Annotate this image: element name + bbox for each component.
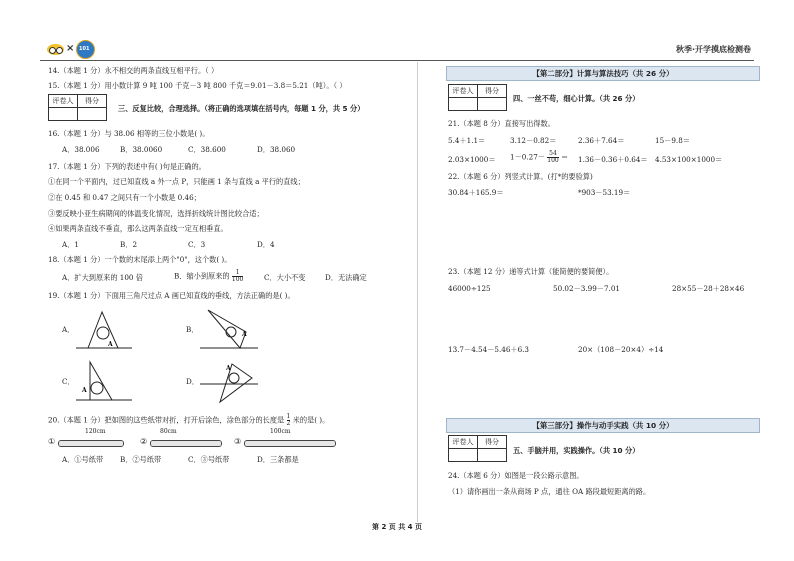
score-cell[interactable] — [478, 449, 507, 462]
svg-text:A: A — [242, 331, 247, 338]
score-header: 得分 — [78, 95, 107, 108]
calc-21-6: 1－0.27－ $\frac{54}{100}$ ＝ — [510, 150, 569, 164]
option-16-c: C．38.600 — [188, 145, 226, 154]
grader-cell[interactable] — [449, 98, 478, 111]
question-19: 19.（本题 1 分）下面用三角尺过点 A 画已知直线的垂线，方法正确的是( )。 — [48, 291, 295, 300]
calc-21-1: 5.4＋1.1＝ — [448, 136, 486, 145]
strip-2-length: 80cm — [160, 428, 177, 435]
strip-1-length: 120cm — [85, 428, 106, 435]
question-21: 21.（本题 8 分）直接写出得数。 — [448, 119, 555, 128]
option-17-a: A．1 — [62, 240, 79, 249]
calc-21-8: 4.53×100×1000＝ — [655, 155, 723, 164]
question-17: 17.（本题 1 分）下列的表述中有( )句是正确的。 — [48, 162, 206, 171]
diagram-19-d — [198, 356, 260, 404]
option-17-d: D．4 — [257, 240, 275, 249]
fraction-54-100: $\frac{54}{100}$ — [547, 150, 559, 164]
question-20-tail: 米的是( )。 — [292, 415, 330, 425]
paper-strip-1 — [58, 440, 124, 447]
question-22: 22.（本题 6 分）列竖式计算。(打*的要验算) — [448, 172, 593, 181]
part-2-banner: 【第二部分】计算与算法技巧（共 26 分） — [446, 66, 760, 81]
label-19-a: A． — [62, 325, 75, 334]
score-table — [48, 94, 107, 121]
fraction-1-2: $\frac{1}{2}$ — [286, 413, 291, 427]
section-3-title: 三、反复比较，合理选择。（将正确的选项填在括号内，每题 1 分，共 5 分） — [118, 104, 365, 113]
statement-3: ③要反映小亚生病期间的体温变化情况，选择折线统计图比较合适； — [48, 209, 264, 218]
label-19-b: B． — [186, 325, 199, 334]
svg-text:A: A — [108, 341, 113, 348]
score-cell[interactable] — [478, 98, 507, 111]
score-header: 得分 — [478, 85, 507, 98]
option-18-b-text: B．缩小到原来的 — [174, 271, 230, 281]
option-18-b — [174, 270, 243, 283]
statement-4: ④如果两条直线不垂直，那么这两条直线一定互相垂直。 — [48, 224, 228, 233]
option-16-b: B．38.0060 — [120, 145, 163, 154]
option-16-d: D．38.060 — [257, 145, 296, 154]
question-18: 18.（本题 1 分）一个数的末尾添上两个"0"，这个数( )。 — [48, 255, 232, 264]
diagram-19-b — [198, 304, 260, 352]
paper-title: 秋季·开学摸底检测卷 — [675, 45, 751, 54]
diagram-19-c — [74, 356, 134, 404]
grader-cell[interactable] — [449, 449, 478, 462]
option-18-c: C．大小不变 — [264, 273, 306, 282]
cross-icon: × — [66, 43, 75, 54]
option-20-b: B．②号纸带 — [120, 455, 162, 464]
option-20-a: A．①号纸带 — [62, 455, 104, 464]
paper-strip-2 — [150, 440, 222, 447]
question-23: 23.（本题 12 分）递等式计算（能简便的要简便）。 — [448, 267, 614, 276]
calc-23-4: 13.7－4.54－5.46＋6.3 — [448, 345, 530, 354]
question-20-text: 20.（本题 1 分）把如图的这些纸带对折，打开后涂色，涂色部分的长度是 — [48, 415, 285, 425]
label-19-d: D． — [186, 377, 199, 386]
option-17-b: B．2 — [120, 240, 138, 249]
option-18-d: D．无法确定 — [325, 273, 367, 282]
question-14: 14.（本题 1 分）永不相交的两条直线互相平行。（ ） — [48, 66, 219, 75]
statement-2: ②在 0.45 和 0.47 之间只有一个小数是 0.46； — [48, 193, 201, 202]
fraction-1-100: $\frac{1}{100}$ — [231, 269, 244, 283]
calc-21-5: 2.03×1000＝ — [448, 155, 496, 164]
score-table-2 — [448, 84, 507, 111]
option-16-a: A．38.006 — [62, 145, 100, 154]
option-20-c: C．③号纸带 — [188, 455, 230, 464]
calc-23-5: 20×（108－20×4）÷14 — [578, 345, 664, 354]
question-15: 15.（本题 1 分）用小数计算 9 吨 100 千克－3 吨 800 千克＝9.01－3.8＝5.21（吨）。（ ） — [48, 81, 347, 90]
score-header: 得分 — [478, 436, 507, 449]
score-cell[interactable] — [78, 108, 107, 121]
header-rule — [40, 60, 754, 61]
strip-1-mark: ① — [48, 437, 56, 446]
calc-23-3: 28×55－28＋28×46 — [672, 284, 745, 293]
grader-header: 评卷人 — [449, 85, 478, 98]
grader-header: 评卷人 — [449, 436, 478, 449]
calc-23-1: 46000÷125 — [448, 284, 491, 293]
strip-3-mark: ③ — [234, 437, 242, 446]
question-20 — [48, 414, 329, 427]
column-divider — [417, 62, 418, 522]
svg-text:A: A — [226, 365, 231, 372]
question-16: 16.（本题 1 分）与 38.06 相等的三位小数是( )。 — [48, 129, 210, 138]
strip-2-mark: ② — [140, 437, 148, 446]
calc-22-1: 30.84＋165.9＝ — [448, 188, 504, 197]
page-footer: 第 2 页 共 4 页 — [372, 523, 422, 531]
grader-header: 评卷人 — [49, 95, 78, 108]
part-3-banner: 【第三部分】操作与动手实践（共 10 分） — [446, 418, 760, 433]
score-table-3 — [448, 435, 507, 462]
calc-21-3: 2.36＋7.64＝ — [578, 136, 625, 145]
question-24-1: （1）请你画出一条从商场 P 点，通往 OA 路段最短距离的路。 — [448, 487, 651, 496]
statement-1: ①在同一个平面内，过已知直线 a 外一点 P，只能画 1 条与直线 a 平行的直线； — [48, 177, 305, 186]
owl-logo-icon — [47, 44, 64, 55]
question-24: 24.（本题 6 分）如图是一段公路示意图。 — [448, 471, 584, 480]
option-18-a: A．扩大到原来的 100 倍 — [62, 273, 143, 282]
calc-21-4: 15－9.8＝ — [655, 136, 690, 145]
option-17-c: C．3 — [188, 240, 206, 249]
brand-logo-icon: 101 — [76, 40, 95, 59]
calc-22-2: *903－53.19＝ — [578, 188, 631, 197]
paper-strip-3 — [244, 440, 336, 447]
diagram-19-a — [74, 306, 134, 352]
svg-text:A: A — [82, 387, 87, 394]
calc-21-2: 3.12－0.82＝ — [510, 136, 557, 145]
label-19-c: C． — [62, 377, 75, 386]
grader-cell[interactable] — [49, 108, 78, 121]
option-20-d: D．三条都是 — [257, 455, 299, 464]
section-5-title: 五、手脑并用，实践操作。（共 10 分） — [513, 446, 640, 455]
section-4-title: 四、一丝不苟，细心计算。（共 26 分） — [513, 94, 640, 103]
calc-23-2: 50.02－3.99－7.01 — [553, 284, 620, 293]
calc-21-7: 1.36－0.36＋0.64＝ — [578, 155, 648, 164]
strip-3-length: 100cm — [270, 428, 291, 435]
